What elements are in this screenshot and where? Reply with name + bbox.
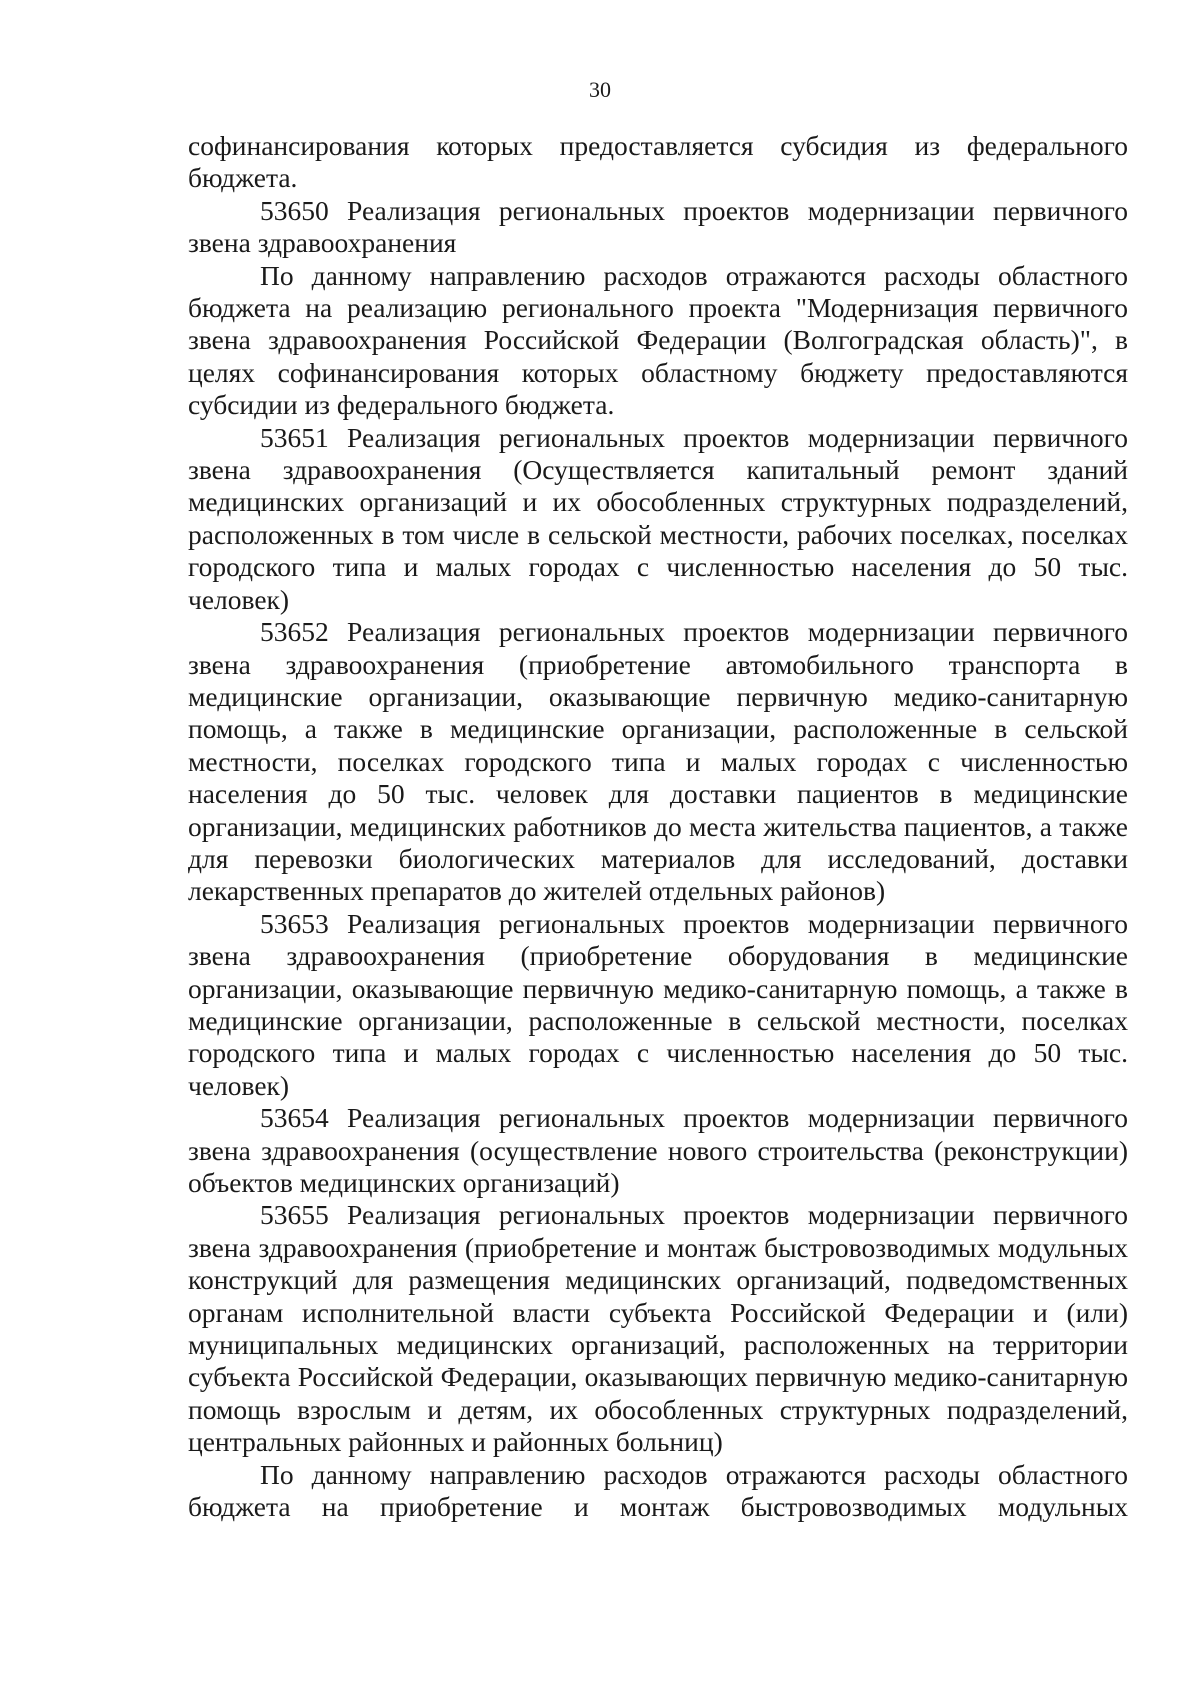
paragraph-code-53653: 53653 Реализация региональных проектов модернизации первичного звена здравоохранения (приобретение оборудования в медицинские организации, оказывающие первичную медико-санитарную помощь, а также в медицинские организации, расположенные в сельской местности, поселках городского типа и малых городах с численностью населения до 50 тыс. человек) bbox=[188, 907, 1128, 1101]
paragraph-description-53650: По данному направлению расходов отражаются расходы областного бюджета на реализацию регионального проекта "Модернизация первичного звена здравоохранения Российской Федерации (Волгоградская область)", в целях софинансирования которых областному бюджету предоставляются субсидии из федерального бюджета. bbox=[188, 259, 1128, 421]
page-number: 30 bbox=[589, 77, 611, 102]
paragraph-code-53650: 53650 Реализация региональных проектов модернизации первичного звена здравоохранения bbox=[188, 194, 1128, 259]
paragraph-code-53655: 53655 Реализация региональных проектов модернизации первичного звена здравоохранения (приобретение и монтаж быстровозводимых модульных конструкций для размещения медицинских организаций, подведомственных органам исполнительной власти субъекта Российской Федерации и (или) муниципальных медицинских организаций, расположенных на территории субъекта Российской Федерации, оказывающих первичную медико-санитарную помощь взрослым и детям, их обособленных структурных подразделений, центральных районных и районных больниц) bbox=[188, 1199, 1128, 1458]
document-body bbox=[188, 130, 1128, 1523]
paragraph-description-53655: По данному направлению расходов отражаются расходы областного бюджета на приобретение и монтаж быстровозводимых модульных bbox=[188, 1458, 1128, 1523]
paragraph-code-53651: 53651 Реализация региональных проектов модернизации первичного звена здравоохранения (Осуществляется капитальный ремонт зданий медицинских организаций и их обособленных структурных подразделений, расположенных в том числе в сельской местности, рабочих поселках, поселках городского типа и малых городах с численностью населения до 50 тыс. человек) bbox=[188, 421, 1128, 615]
paragraph-code-53652: 53652 Реализация региональных проектов модернизации первичного звена здравоохранения (приобретение автомобильного транспорта в медицинские организации, оказывающие первичную медико-санитарную помощь, а также в медицинские организации, расположенные в сельской местности, поселках городского типа и малых городах с численностью населения до 50 тыс. человек для доставки пациентов в медицинские организации, медицинских работников до места жительства пациентов, а также для перевозки биологических материалов для исследований, доставки лекарственных препаратов до жителей отдельных районов) bbox=[188, 616, 1128, 907]
paragraph-continuation: софинансирования которых предоставляется субсидия из федерального бюджета. bbox=[188, 130, 1128, 194]
paragraph-code-53654: 53654 Реализация региональных проектов модернизации первичного звена здравоохранения (осуществление нового строительства (реконструкции) объектов медицинских организаций) bbox=[188, 1102, 1128, 1198]
